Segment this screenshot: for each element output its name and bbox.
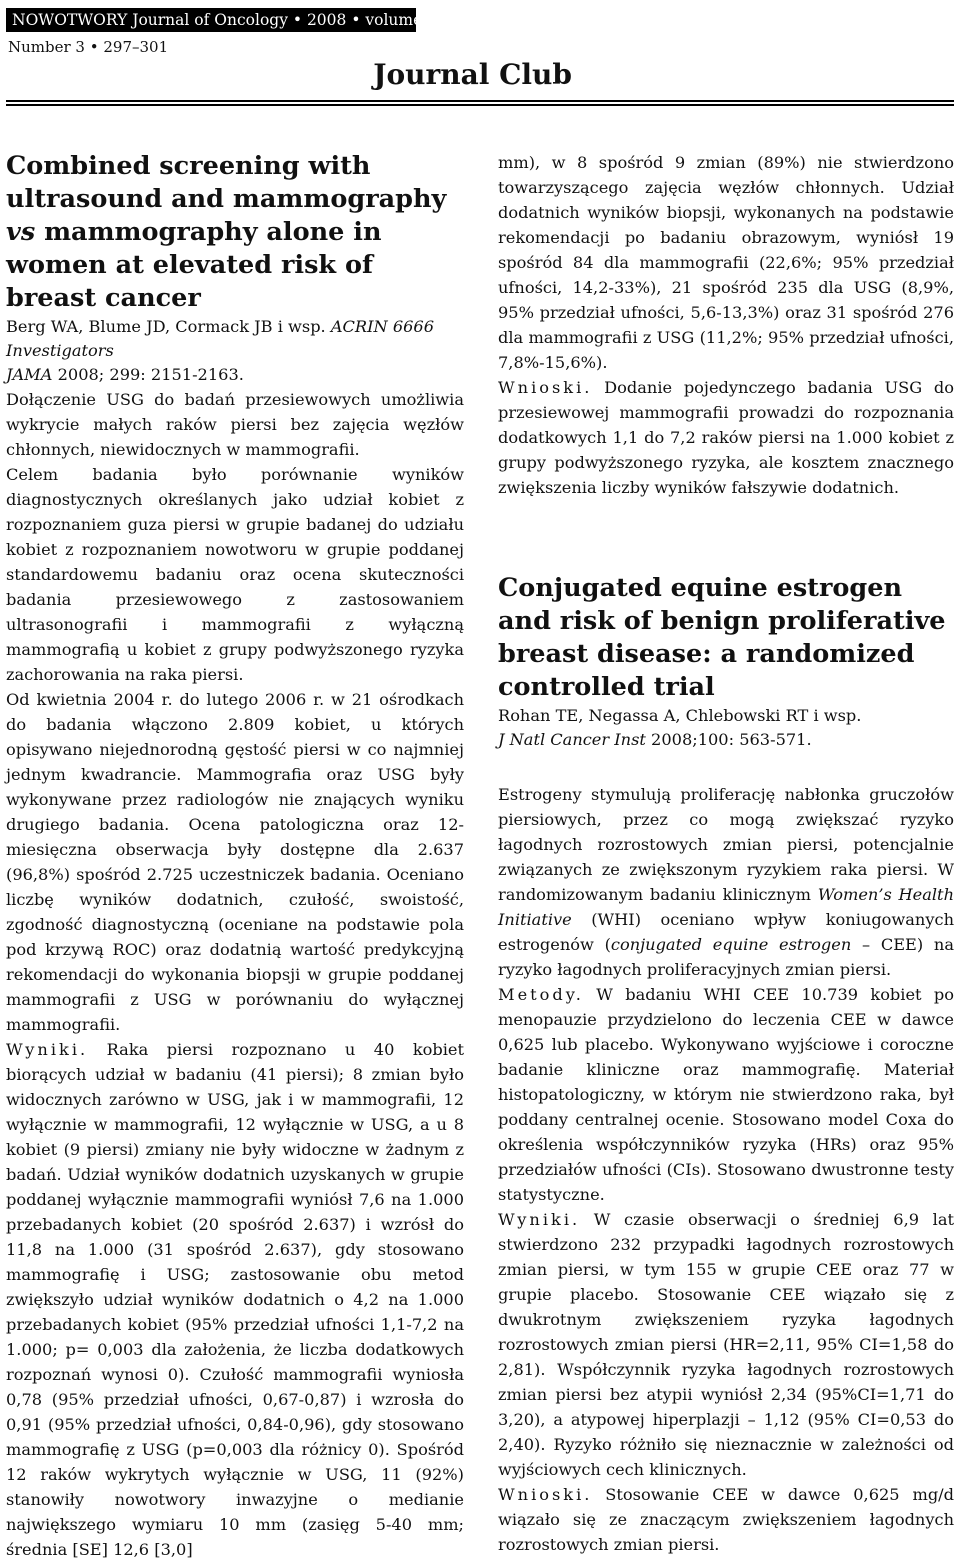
issue-line: Number 3 • 297–301 [8, 38, 169, 56]
right-column [498, 150, 954, 1557]
article2-intro: Estrogeny stymulują proliferację nabłonka gruczołów piersiowych, przez co mogą zwiększać ryzyko łagodnych rozrostowych zmian piersi, potencjalnie związanych ze zwiększonym ryzykiem raka piersi. W randomizowanym badaniu klinicznym Women’s Health Initiative (WHI) oceniano wpływ koniugowanych estrogenów (conjugated equine estrogen – CEE) na ryzyko łagodnych proliferacyjnych zmian piersi. [498, 785, 954, 979]
article1-title: Combined screening with ultrasound and mammography vs mammography alone in women at elevated risk of breast cancer [6, 151, 447, 313]
article2-methods: Metody. W badaniu WHI CEE 10.739 kobiet po menopauzie przydzielono do leczenia CEE w dawce 0,625 lub placebo. Wykonywano wyjściowe i coroczne badanie kliniczne oraz mammografię. Materiał histopatologiczny, w którym nie stwierdzono raka, był poddany centralnej ocenie. Stosowano model Coxa do określenia współczynników ryzyka (HRs) oraz 95% przedziałów ufności (CIs). Stosowano dwustronne testy statystyczne. [498, 985, 954, 1204]
left-column [6, 150, 464, 1562]
header-rule-bottom [6, 104, 954, 106]
header-rule-top [6, 100, 954, 102]
article1-authors: Berg WA, Blume JD, Cormack JB i wsp. ACRIN 6666 Investigators [6, 317, 435, 360]
article1-lead: Dołączenie USG do badań przesiewowych umożliwia wykrycie małych raków piersi bez zajęcia węzłów chłonnych, niewidocznych w mammografii. [6, 390, 464, 459]
spacer [498, 536, 954, 572]
article1-conclusions: Wnioski. Dodanie pojedynczego badania USG do przesiewowej mammografii prowadzi do rozpoznania dodatkowych 1,1 do 7,2 raków piersi na 1.000 kobiet z grupy podwyższonego ryzyka, ale kosztem znacznego zwiększenia liczby wyników fałszywie dodatnich. [498, 378, 954, 497]
article2-citation: J Natl Cancer Inst 2008;100: 563-571. [498, 730, 812, 749]
article1-citation: JAMA 2008; 299: 2151-2163. [6, 365, 244, 384]
journal-banner: NOWOTWORY Journal of Oncology • 2008 • volume 58 [6, 8, 416, 32]
article2-authors: Rohan TE, Negassa A, Chlebowski RT i wsp. [498, 706, 862, 725]
article2-results: Wyniki. W czasie obserwacji o średniej 6,9 lat stwierdzono 232 przypadki łagodnych rozrostowych zmian piersi, w tym 155 w grupie CEE oraz 77 w grupie placebo. Stosowanie CEE wiązało się z dwukrotnym zwiększeniem ryzyka łagodnych rozrostowych zmian piersi (HR=2,11, 95% CI=1,58 do 2,81). Współczynnik ryzyka łagodnych rozrostowych zmian piersi bez atypii wyniósł 2,34 (95%CI=1,71 do 3,20), a atypowej hiperplazji – 1,12 (95% CI=0,53 do 2,40). Ryzyko różniło się nieznacznie w zależności od wyjściowych cech klinicznych. [498, 1210, 954, 1479]
article1-methods: Od kwietnia 2004 r. do lutego 2006 r. w 21 ośrodkach do badania włączono 2.809 kobiet, u których opisywano niejednorodną gęstość piersi w co najmniej jednym kwadrancie. Mammografia oraz USG były wykonywane przez radiologów nie znających wyniku drugiego badania. Ocena patologiczna oraz 12-miesięczna obserwacja były dostępne dla 2.637 (96,8%) spośród 2.725 uczestniczek badania. Oceniano liczbę wyników dodatnich, czułość, swoistość, zgodność diagnostyczną (oceniane na podstawie pola pod krzywą ROC) oraz dodatnią wartość predykcyjną rekomendacji do wykonania biopsji w grupie poddanej mammografii z USG w porównaniu do wyłącznej mammografii. [6, 690, 464, 1034]
article2-title: Conjugated equine estrogen and risk of benign proliferative breast disease: a randomized controlled trial [498, 573, 946, 702]
spacer [498, 500, 954, 536]
article2-conclusions: Wnioski. Stosowanie CEE w dawce 0,625 mg/d wiązało się ze znaczącym zwiększeniem łagodnych rozrostowych zmian piersi. [498, 1485, 954, 1554]
article1-results-continued: mm), w 8 spośród 9 zmian (89%) nie stwierdzono towarzyszącego zajęcia węzłów chłonnych. Udział dodatnich wyników biopsji, wykonanych na podstawie rekomendacji po badaniu obrazowym, wyniósł 19 spośród 84 dla mammografii (22,6%; 95% przedział ufności, 14,2-33%), 21 spośród 235 dla USG (8,9%, 95% przedział ufności, 5,6-13,3%) oraz 31 spośród 276 dla mammografii z USG (11,2%; 95% przedział ufności, 7,8%-15,6%). [498, 153, 954, 372]
spacer [498, 752, 954, 782]
section-title: Journal Club [373, 58, 572, 91]
article1-results: Wyniki. Raka piersi rozpoznano u 40 kobiet biorących udział w badaniu (41 piersi); 8 zmian było widocznych zarówno w USG, jak i w mammografii, 12 wyłącznie w mammografii, 12 wyłącznie w USG, a u 8 kobiet (9 piersi) zmiany nie były widoczne w żadnym z badań. Udział wyników dodatnich uzyskanych w grupie poddanej wyłącznie mammografii wyniósł 7,6 na 1.000 przebadanych kobiet (20 spośród 2.637) i wzrósł do 11,8 na 1.000 (31 spośród 2.637), gdy stosowano mammografię i USG; zastosowanie obu metod zwiększyło udział wyników dodatnich o 4,2 na 1.000 przebadanych kobiet (95% przedział ufności 1,1-7,2 na 1.000; p= 0,003 dla założenia, że liczba dodatkowych rozpoznań wynosi 0). Czułość mammografii wyniosła 0,78 (95% przedział ufności, 0,67-0,87) i wzrosła do 0,91 (95% przedział ufności, 0,84-0,96), gdy stosowano mammografię z USG (p=0,003 dla różnicy 0). Spośród 12 raków wykrytych wyłącznie w USG, 11 (92%) stanowiły nowotwory inwazyjne o medianie największego wymiaru 10 mm (zasięg 5-40 mm; średnia [SE] 12,6 [3,0] [6, 1040, 464, 1559]
article1-aim: Celem badania było porównanie wyników diagnostycznych określanych jako udział kobiet z rozpoznaniem guza piersi w grupie badanej do udziału kobiet z rozpoznaniem nowotworu w grupie poddanej standardowemu badaniu oraz ocena skuteczności badania przesiewowego z zastosowaniem ultrasonografii i mammografii z wyłączną mammografią u kobiet z grupy podwyższonego ryzyka zachorowania na raka piersi. [6, 465, 464, 684]
